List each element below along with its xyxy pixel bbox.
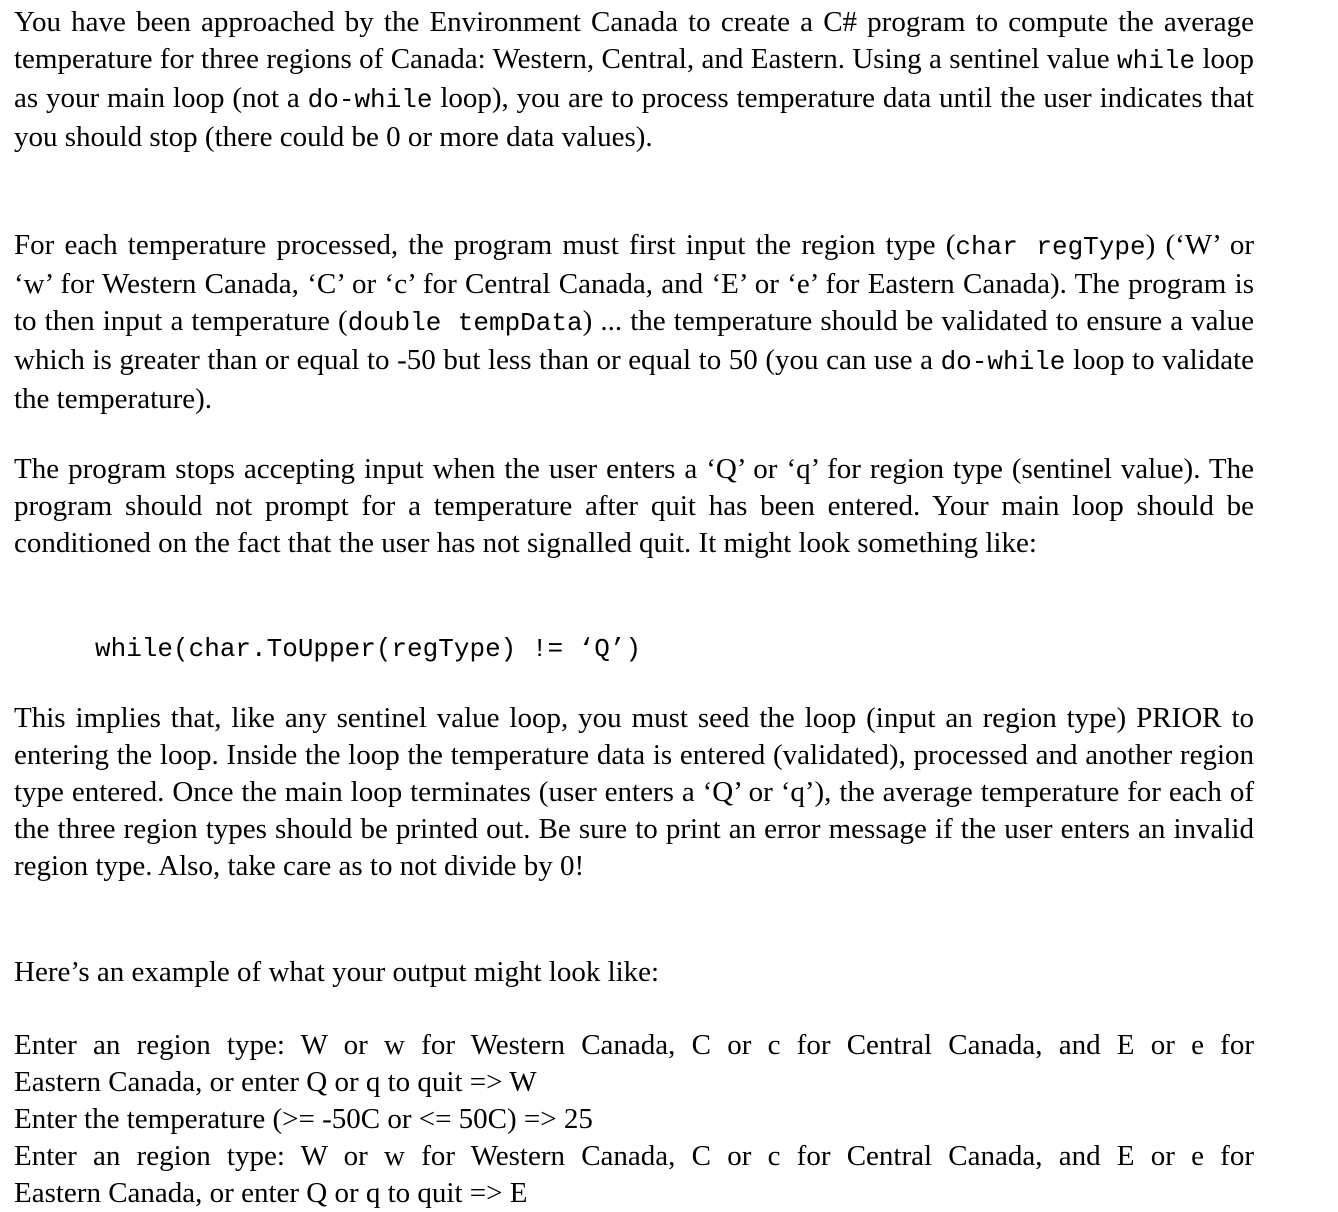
inline-code-char-regtype: char regType bbox=[955, 232, 1146, 262]
intro-paragraph bbox=[14, 4, 1254, 156]
intro-text-2: loop as your main loop (not a bbox=[14, 43, 1255, 114]
input-text-1: For each temperature processed, the program must first input the region type ( bbox=[14, 229, 956, 261]
inline-code-while: while bbox=[1117, 46, 1196, 76]
inline-code-double-tempdata: double tempData bbox=[347, 308, 583, 338]
code-example-while-loop: while(char.ToUpper(regType) != ‘Q’) bbox=[95, 634, 642, 664]
inline-code-do-while: do-while bbox=[307, 85, 433, 115]
sample-output-line: Enter the temperature (>= -50C or <= 50C) => 25 bbox=[14, 1103, 593, 1135]
intro-text-1: You have been approached by the Environment Canada to create a C# program to compute the average temperature for three regions of Canada: Western, Central, and Eastern. Using a sentinel value bbox=[14, 6, 1254, 75]
input-text-4: loop to validate the temperature). bbox=[14, 344, 1254, 415]
input-text-2: ) (‘W’ or ‘w’ for Western Canada, ‘C’ or ‘c’ for Central Canada, and ‘E’ or ‘e’ for Eastern Canada). The program is to then input a temperature ( bbox=[14, 229, 1255, 337]
sample-output-line: Enter an region type: W or w for Western Canada, C or c for Central Canada, and E or e for bbox=[14, 1140, 1254, 1172]
sample-output-block bbox=[14, 1027, 1254, 1212]
sentinel-paragraph: The program stops accepting input when the user enters a ‘Q’ or ‘q’ for region type (sentinel value). The program should not prompt for a temperature after quit has been entered. Your main loop should be conditioned on the fact that the user has not signalled quit. It might look something like: bbox=[14, 453, 1254, 559]
loop-seed-paragraph: This implies that, like any sentinel value loop, you must seed the loop (input an region type) PRIOR to entering the loop. Inside the loop the temperature data is entered (validated), processed and another region type entered. Once the main loop terminates (user enters a ‘Q’ or ‘q’), the average temperature for each of the three region types should be printed out. Be sure to print an error message if the user enters an invalid region type. Also, take care as to not divide by 0! bbox=[14, 702, 1254, 882]
sample-output-line: Eastern Canada, or enter Q or q to quit => E bbox=[14, 1177, 528, 1209]
sample-output-line: Enter an region type: W or w for Western Canada, C or c for Central Canada, and E or e for bbox=[14, 1029, 1254, 1061]
input-requirements-paragraph bbox=[14, 227, 1254, 418]
intro-text-3: loop), you are to process temperature data until the user indicates that you should stop (there could be 0 or more data values). bbox=[14, 82, 1254, 153]
example-intro-paragraph: Here’s an example of what your output might look like: bbox=[14, 956, 660, 988]
sample-output-line: Eastern Canada, or enter Q or q to quit => W bbox=[14, 1066, 537, 1098]
inline-code-do-while-2: do-while bbox=[940, 347, 1066, 377]
input-text-3: ) ... the temperature should be validated to ensure a value which is greater than or equal to -50 but less than or equal to 50 (you can use a bbox=[14, 305, 1254, 376]
